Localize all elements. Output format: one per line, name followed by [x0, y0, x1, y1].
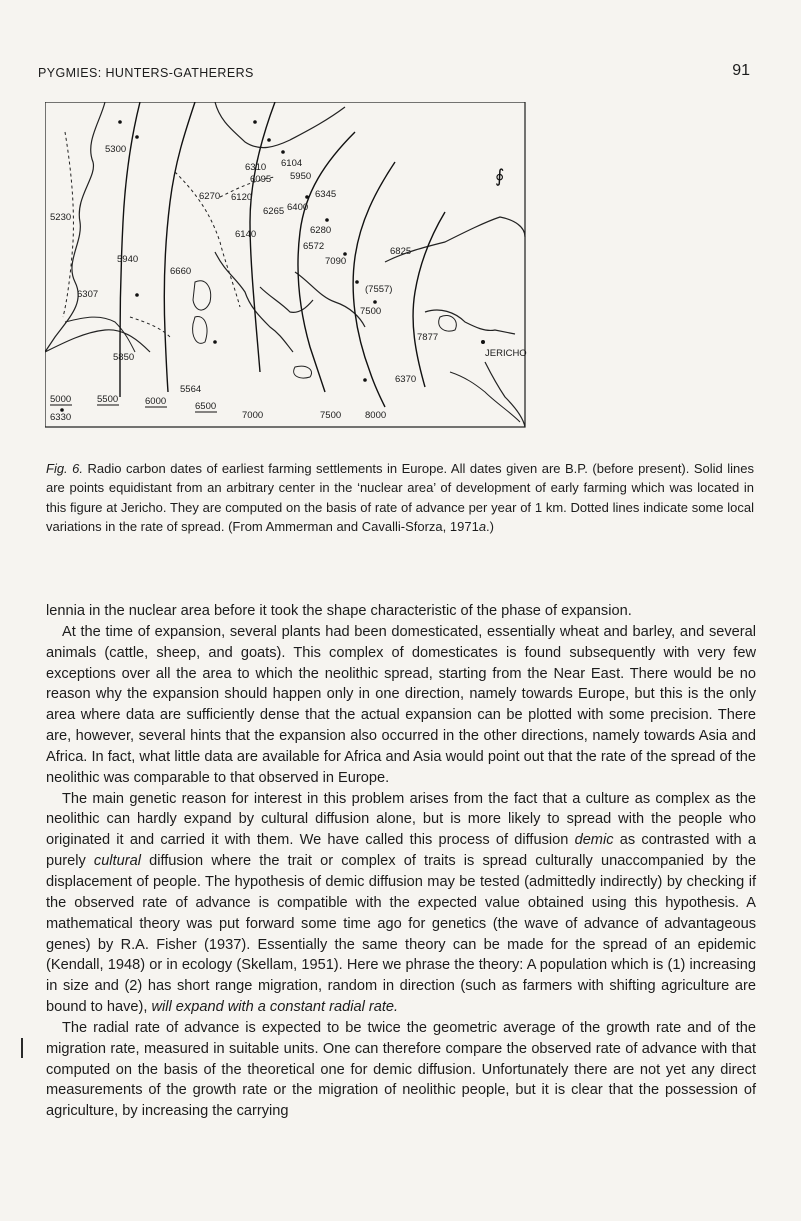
label-7090: 7090 [325, 256, 347, 267]
label-6265: 6265 [263, 206, 285, 217]
label-7500b: 7500 [360, 306, 382, 317]
paragraph-2: At the time of expansion, several plants had been domesticated, essentially wheat and barley, and several animals (cattle, sheep, and goats). This complex of domesticates is found subsequently with very few exceptions over all the area to which the neolithic spread, starting from the Near East. There would be no reason why the expansion should happen only in one direction, namely towards Europe, but this is the only area where data are sufficiently dense that the actual expansion can be plotted with some precision. There are, however, several hints that the expansion also occurred in the other directions, namely towards Asia and Africa. In fact, what little data are available for Africa and Asia would point out that the rate of the spread of the neolithic was comparable to that observed in Europe. [46, 623, 756, 786]
iso-underlines [50, 405, 217, 412]
label-6825: 6825 [390, 246, 412, 257]
margin-mark [21, 1038, 23, 1058]
isochron-6000 [164, 102, 195, 392]
paragraph-3-part-c: diffusion where the trait or complex of traits is spread culturally unaccompanied by the displacement of people. The hypothesis of demic diffusion may be tested (admittedly indirectly) by checking if the observed rate of advance is compatible with the expected value obtained using this hypothesis. A mathematical theory was put forward some time ago for genetics (the wave of advance of advantageous genes) by R.A. Fisher (1937). Essentially the same theory can be made for the spread of an epidemic (Kendall, 1948) or in ecology (Skellam, 1951). Here we phrase the theory: A population which is (1) increasing in size and (2) has short range migration, random in direction (such as farmers with shifting agriculture are bound to have), [46, 853, 756, 1016]
label-iso-7500: 7500 [320, 410, 342, 421]
label-5850: 5850 [113, 352, 135, 363]
label-6095: 6095 [250, 174, 272, 185]
coastline-south [65, 317, 135, 352]
island-cyprus [439, 315, 457, 331]
page-header [38, 62, 763, 84]
label-7557: (7557) [365, 284, 393, 295]
label-6104: 6104 [281, 158, 303, 169]
caption-text-2: .) [486, 519, 494, 535]
island-crete [294, 366, 312, 378]
label-jericho: JERICHO [485, 348, 527, 359]
emphasis-constant-radial-rate: will expand with a constant radial rate. [151, 999, 399, 1016]
label-6400: 6400 [287, 202, 309, 213]
paragraph-3-part-a: The main genetic reason for interest in this problem arises from the fact that a culture as complex as the neolithic can hardly expand by cultural diffusion alone, but is more likely to spread with the people who originated it and carried it with them. We have called this process of diffusion [46, 790, 756, 849]
page-number: 91 [732, 62, 750, 79]
figure-caption [46, 459, 754, 537]
map-figure [45, 102, 530, 432]
label-iso-7000: 7000 [242, 410, 264, 421]
europe-farming-map [45, 102, 530, 432]
coastline-west [45, 102, 105, 352]
coastline-adriatic [260, 287, 313, 312]
paragraph-3-part-b: as contrasted with a purely [46, 832, 756, 870]
paragraph-3 [46, 789, 756, 1018]
north-arrow-icon: ∮ [495, 166, 505, 187]
isochron-8000 [413, 212, 445, 387]
label-6270: 6270 [199, 191, 221, 202]
paragraph-1: lennia in the nuclear area before it took the shape characteristic of the phase of expansion. [46, 603, 632, 619]
coastline-north [215, 102, 345, 148]
caption-text-1: Radio carbon dates of earliest farming settlements in Europe. All dates given are B.P. (before present). Solid lines are points equidistant from an arbitrary center in the ‘nuclear area’ of development of early farming which was located in this figure at Jericho. They are computed on the basis of rate of advance per year of 1 km. Dotted lines indicate some local variations in the rate of spread. (From Ammerman and Cavalli-Sforza, 1971 [46, 461, 754, 535]
label-6310: 6310 [245, 162, 267, 173]
coastline-levant-inner [450, 372, 520, 422]
label-6307: 6307 [77, 289, 99, 300]
caption-italic: a [478, 519, 487, 535]
label-iso-5500: 5500 [97, 394, 119, 405]
label-iso-6500: 6500 [195, 401, 217, 412]
body-text [46, 601, 756, 1122]
label-6572: 6572 [303, 241, 325, 252]
caption-label: Fig. 6. [46, 461, 84, 476]
label-5300: 5300 [105, 144, 127, 155]
label-iso-8000: 8000 [365, 410, 387, 421]
label-7877: 7877 [417, 332, 439, 343]
label-iso-5000: 5000 [50, 394, 72, 405]
label-5230: 5230 [50, 212, 72, 223]
island-sardinia [193, 317, 207, 344]
label-6280: 6280 [310, 225, 332, 236]
label-6370: 6370 [395, 374, 417, 385]
label-6330: 6330 [50, 412, 72, 423]
label-5940: 5940 [117, 254, 139, 265]
coastline-iberia [45, 330, 150, 352]
label-iso-6000: 6000 [145, 396, 167, 407]
label-5564: 5564 [180, 384, 202, 395]
label-6660: 6660 [170, 266, 192, 277]
running-head: PYGMIES: HUNTERS-GATHERERS [38, 66, 254, 80]
coastline-levant [485, 362, 525, 427]
dotted-variation-2 [63, 132, 73, 317]
term-cultural: cultural [93, 853, 141, 870]
paragraph-4: The radial rate of advance is expected to be twice the geometric average of the growth rate and of the migration rate, measured in suitable units. One can therefore compare the observed rate of advance with that computed on the basis of the theoretical one for demic diffusion. Unfortunately there are not yet any direct measurements of the growth rate or the migration of neolithic people, but it is clear that the possession of agriculture, by increasing the carrying [46, 1019, 756, 1120]
label-6120: 6120 [231, 192, 253, 203]
label-5950: 5950 [290, 171, 312, 182]
term-demic: demic [574, 832, 614, 849]
coastline-balkans [295, 272, 365, 327]
island-corsica [193, 281, 211, 310]
label-6345: 6345 [315, 189, 337, 200]
label-6140: 6140 [235, 229, 257, 240]
